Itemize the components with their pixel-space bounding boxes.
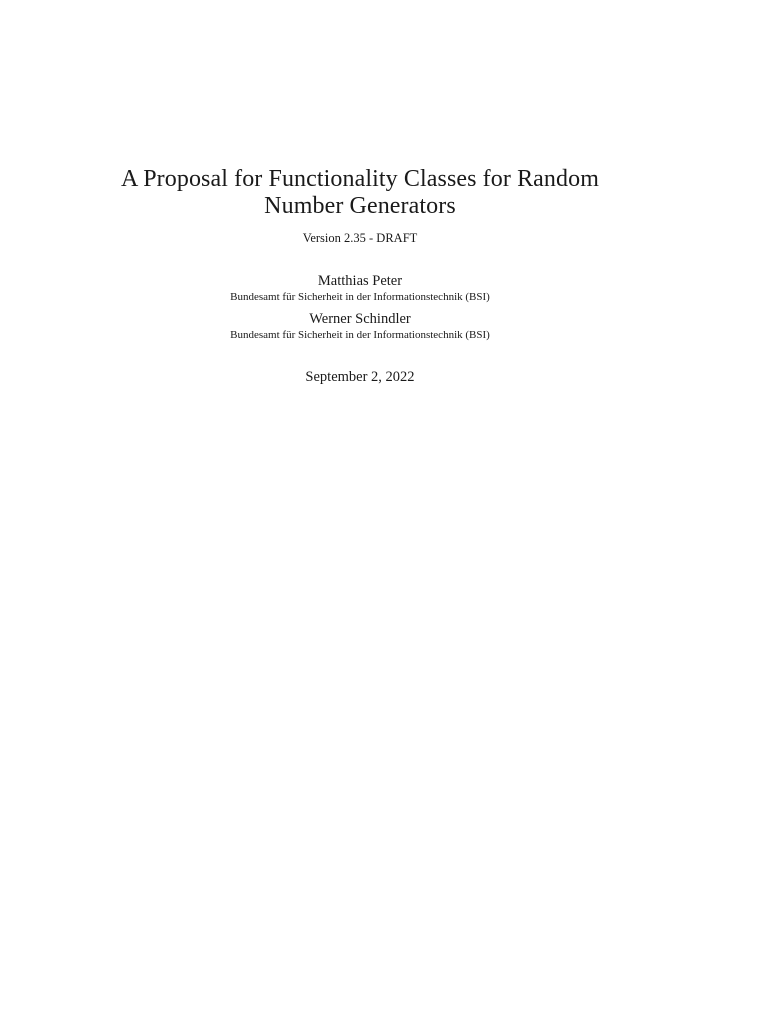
author-name: Werner Schindler — [309, 311, 411, 327]
author-list — [90, 272, 630, 342]
document-version: Version 2.35 - DRAFT — [302, 231, 418, 245]
author-affiliation: Bundesamt für Sicherheit in der Informationstechnik (BSI) — [230, 329, 490, 341]
author-entry — [90, 272, 630, 304]
author-affiliation: Bundesamt für Sicherheit in der Informationstechnik (BSI) — [230, 291, 490, 303]
author-name: Matthias Peter — [317, 273, 403, 289]
document-date: September 2, 2022 — [305, 369, 415, 385]
document-title: A Proposal for Functionality Classes for Random Number Generators — [121, 166, 599, 219]
author-entry — [90, 310, 630, 342]
title-block — [90, 166, 630, 386]
